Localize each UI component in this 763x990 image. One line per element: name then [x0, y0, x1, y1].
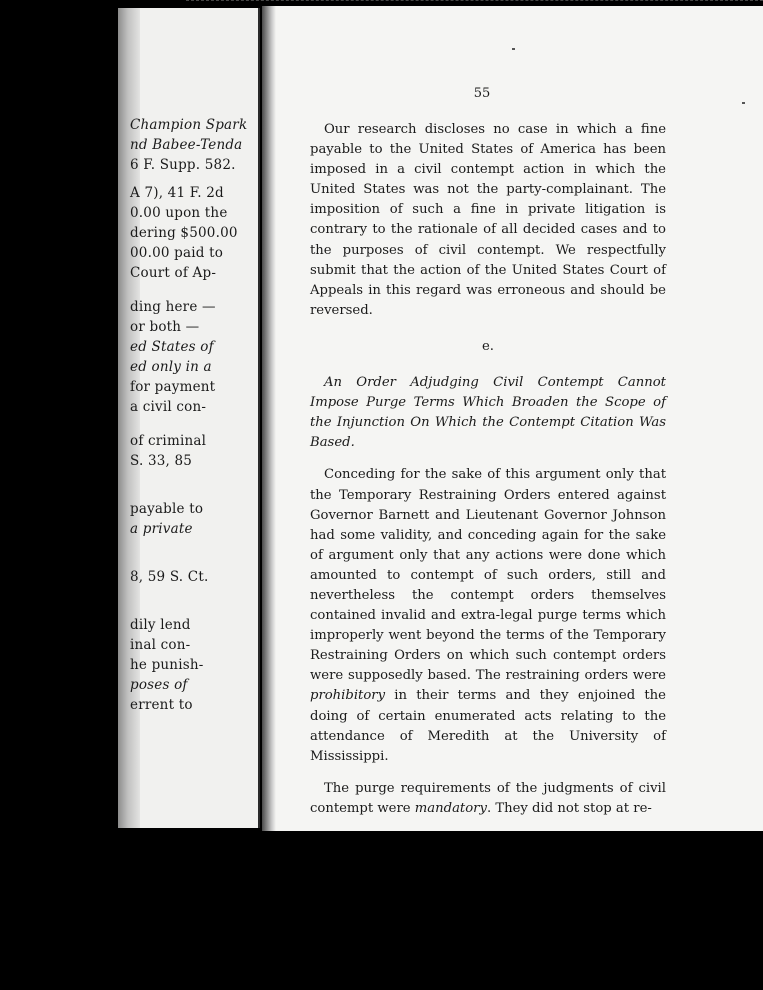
left-page-line: ed States of: [130, 339, 214, 355]
paragraph-fine-payable: Our research discloses no case in which a fine payable to the United States of America has been imposed in a civil contempt action in which the United States was not the party-complainant. The imposition of such a fine in private litigation is contrary to the rationale of all decided cases and to the purposes of civil contempt. We respectfully submit that the action of the United States Court of Appeals in this regard was erroneous and should be reversed.: [310, 122, 666, 318]
left-page-line: ed only in a: [130, 359, 212, 375]
scan-speck: [512, 48, 515, 50]
scan-speck: [742, 102, 745, 104]
book-spine-shadow: [262, 6, 276, 831]
paragraph-purge-text: The purge requirements of the judgments of civil contempt were: [310, 780, 666, 816]
left-page-line: Champion Spark: [130, 117, 248, 133]
emphasis-prohibitory: prohibitory: [310, 688, 386, 704]
left-page-line: ding here —: [130, 299, 216, 315]
section-letter: e.: [482, 338, 494, 354]
left-page-line: 0.00 upon the: [130, 205, 228, 221]
left-page-line: nd Babee-Tenda: [130, 137, 243, 153]
left-page-line: A 7), 41 F. 2d: [130, 185, 224, 201]
left-page-line: 8, 59 S. Ct.: [130, 569, 209, 585]
section-heading: An Order Adjudging Civil Contempt Cannot Impose Purge Terms Which Broaden the Scope of the Injunction On Which the Contempt Citation Was Based.: [310, 375, 666, 451]
left-page-line: inal con-: [130, 637, 191, 653]
body-text-column: [310, 120, 666, 819]
paragraph-purge-text-end: . They did not stop at re-: [486, 800, 652, 816]
left-page-line: a civil con-: [130, 399, 207, 415]
left-page-line: 00.00 paid to: [130, 245, 224, 261]
paragraph-purge-requirements: [310, 779, 666, 819]
left-page-line: dering $500.00: [130, 225, 238, 241]
left-page-line: poses of: [130, 677, 188, 693]
emphasis-mandatory: mandatory: [414, 800, 487, 816]
left-page-line: Court of Ap-: [130, 265, 217, 281]
left-page-line: or both —: [130, 319, 200, 335]
left-page-line: 6 F. Supp. 582.: [130, 157, 236, 173]
left-page-line: payable to: [130, 501, 204, 517]
paragraph-conceding-text-end: in their terms and they enjoined the doing of certain enumerated acts relating to the attendance of Meredith at the University of Mississippi.: [310, 688, 666, 764]
left-page-line: he punish-: [130, 657, 204, 673]
left-facing-page: [118, 8, 260, 828]
page-number: 55: [473, 86, 491, 101]
left-page-line: a private: [130, 521, 193, 537]
paragraph-conceding-text: Conceding for the sake of this argument only that the Temporary Restraining Orders entered against Governor Barnett and Lieutenant Governor Johnson had some validity, and conceding again for the sake of argument only that any actions were done which amounted to contempt of such orders, still and nevertheless the contempt orders themselves contained invalid and extra-legal purge terms which improperly went beyond the terms of the Temporary Restraining Orders on which such contempt orders were supposedly based. The restraining orders were: [310, 467, 666, 684]
paragraph-conceding: [310, 465, 666, 766]
left-page-line: of criminal: [130, 433, 207, 449]
left-page-line: S. 33, 85: [130, 453, 193, 469]
right-page: [262, 6, 763, 831]
left-page-line: for payment: [130, 379, 216, 395]
left-page-line: errent to: [130, 697, 193, 713]
left-page-line: dily lend: [130, 617, 191, 633]
